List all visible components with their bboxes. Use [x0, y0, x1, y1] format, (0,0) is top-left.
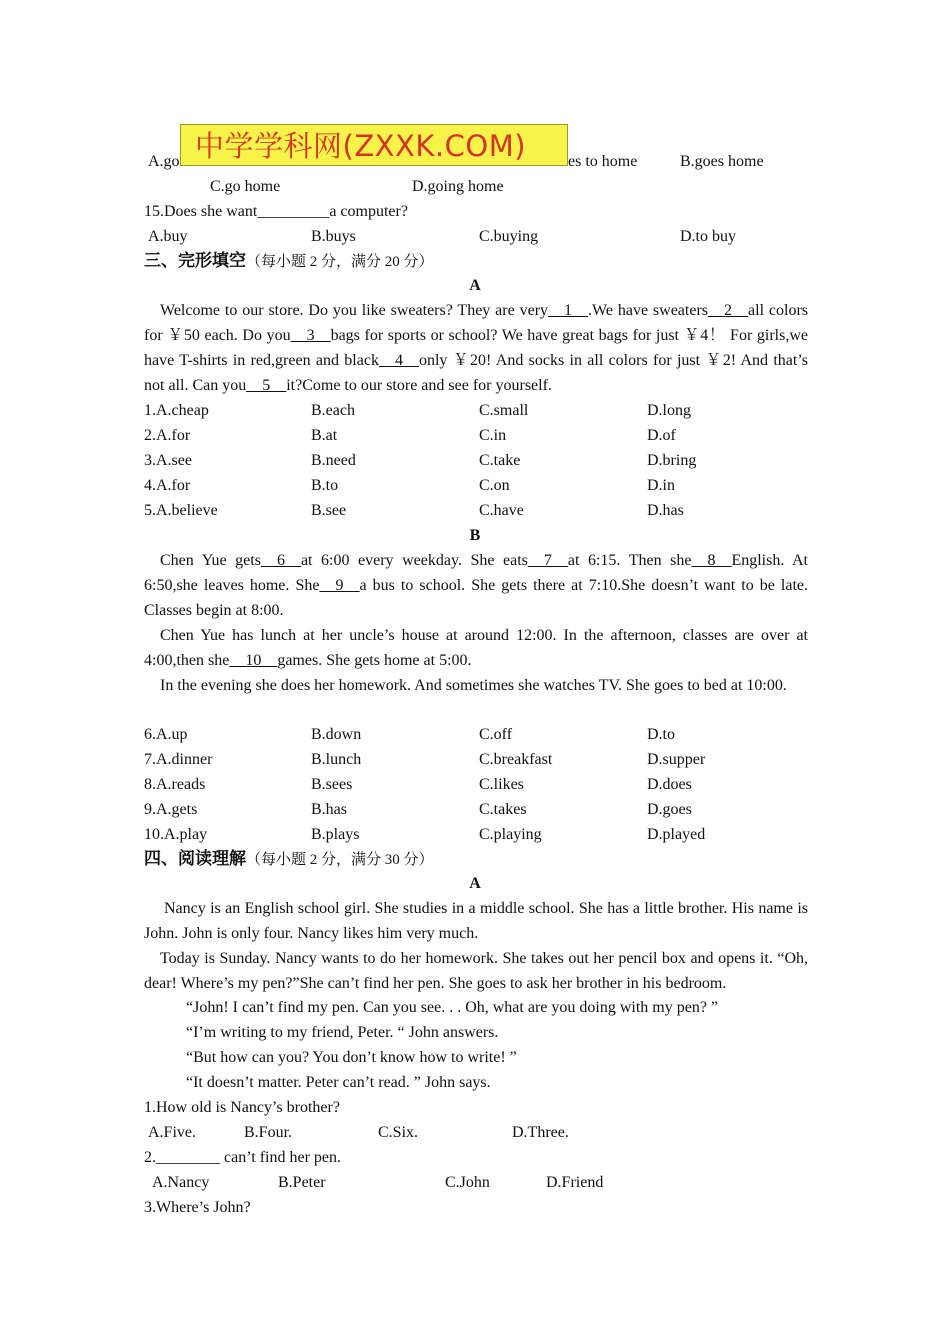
section-3-title: 三、完形填空 [144, 251, 246, 271]
q14-option-c: C.go home [210, 178, 281, 195]
q14-option-b2: B.goes home [680, 153, 764, 170]
reading-a-paragraph-1: Nancy is an English school girl. She studies in a middle school. She has a little brother. His name is John. John is only four. Nancy likes him very much. [144, 900, 808, 942]
dialogue-line: “It doesn’t matter. Peter can’t read. ” John says. [186, 1074, 491, 1091]
option: 8.A.reads [144, 776, 206, 793]
blank-4: __4__ [378, 352, 419, 369]
blank-8: __8__ [691, 552, 732, 569]
reading-q3-stem: 3.Where’s John? [144, 1199, 251, 1216]
option: D.has [647, 502, 684, 519]
blank-7: __7__ [527, 552, 568, 569]
option: 7.A.dinner [144, 751, 213, 768]
blank-3: __3__ [290, 327, 331, 344]
option: C.takes [479, 801, 527, 818]
option: C.off [479, 726, 513, 743]
option: A.Nancy [152, 1174, 210, 1191]
reading-q2-stem: 2.________ can’t find her pen. [144, 1149, 341, 1166]
blank-6: __6__ [260, 552, 301, 569]
option: C.in [479, 427, 507, 444]
option: D.supper [647, 751, 706, 768]
q15-stem: 15.Does she want_________a computer? [144, 203, 408, 220]
option: D.goes [647, 801, 692, 818]
dialogue-line: “John! I can’t find my pen. Can you see. . . Oh, what are you doing with my pen? ” [186, 999, 719, 1016]
reading-a-label: A [469, 875, 481, 892]
option: B.each [311, 402, 355, 419]
watermark-text: 中学学科网(ZXXK.COM) [195, 129, 527, 163]
option: C.likes [479, 776, 524, 793]
section-3-heading [144, 251, 434, 272]
option: D.does [647, 776, 692, 793]
option: B.down [311, 726, 362, 743]
q15-option-c: C.buying [479, 228, 539, 245]
option: C.on [479, 477, 510, 494]
option: B.need [311, 452, 356, 469]
section-4-heading [144, 849, 434, 870]
cloze-b-paragraph-1: Chen Yue gets__6__at 6:00 every weekday. She eats__7__at 6:15. Then she__8__English. At 6:50,she leaves home. She__9__a bus to school. She gets there at 7:10.She doesn’t want to be late. Classes begin at 8:00. [144, 552, 809, 619]
option: 2.A.for [144, 427, 191, 444]
option: C.breakfast [479, 751, 553, 768]
section-4-note: （每小题 2 分，满分 30 分） [246, 852, 434, 868]
option: A.Five. [148, 1124, 196, 1141]
option: D.bring [647, 452, 697, 469]
option: D.of [647, 427, 676, 444]
option: D.in [647, 477, 675, 494]
dialogue-line: “I’m writing to my friend, Peter. “ John answers. [186, 1024, 499, 1041]
option: C.have [479, 502, 524, 519]
option: 6.A.up [144, 726, 188, 743]
option: D.long [647, 402, 691, 419]
blank-5: __5__ [246, 377, 287, 394]
option: B.lunch [311, 751, 362, 768]
reading-a-paragraph-2: Today is Sunday. Nancy wants to do her homework. She takes out her pencil box and opens it. “Oh, dear! Where’s my pen?”She can’t find her pen. She goes to ask her brother in his bedroom. [144, 950, 808, 992]
option: B.Four. [244, 1124, 293, 1141]
option: 3.A.see [144, 452, 192, 469]
option: C.playing [479, 826, 542, 843]
option: B.plays [311, 826, 360, 843]
section-3-note: （每小题 2 分，满分 20 分） [246, 254, 434, 270]
option: C.Six. [378, 1124, 419, 1141]
option: B.Peter [278, 1174, 326, 1191]
q14-option-d: D.going home [412, 178, 504, 195]
option: B.at [311, 427, 338, 444]
reading-q1-stem: 1.How old is Nancy’s brother? [144, 1099, 340, 1116]
blank-10: __10__ [229, 652, 278, 669]
option: 9.A.gets [144, 801, 198, 818]
option: 10.A.play [144, 826, 208, 843]
option: D.played [647, 826, 706, 843]
cloze-a-passage: Welcome to our store. Do you like sweaters? They are very__1__.We have sweaters__2__all colors for ￥50 each. Do you__3__bags for sports or school? We have great bags for just ￥4！ For girls,we have T-shirts in red,green and black__4__only ￥20! And socks in all colors for just ￥2! And that’s not all. Can you__5__it?Come to our store and see for yourself. [144, 302, 809, 394]
option: C.small [479, 402, 529, 419]
option: B.sees [311, 776, 353, 793]
option: D.Friend [546, 1174, 604, 1191]
blank-2: __2__ [708, 302, 749, 319]
option: B.see [311, 502, 347, 519]
option: B.has [311, 801, 347, 818]
watermark-logo [180, 124, 568, 166]
option: C.take [479, 452, 521, 469]
cloze-a-label: A [469, 277, 481, 294]
cloze-b-paragraph-3: In the evening she does her homework. And sometimes she watches TV. She goes to bed at 10:00. [160, 677, 787, 694]
q15-option-b: B.buys [311, 228, 356, 245]
option: B.to [311, 477, 339, 494]
cloze-b-label: B [469, 527, 481, 544]
section-4-title: 四、阅读理解 [144, 849, 246, 869]
q15-option-a: A.buy [148, 228, 188, 245]
q14-option-b-tail: es to home [568, 153, 638, 170]
blank-1: __1__ [548, 302, 589, 319]
option: D.to [647, 726, 675, 743]
option: D.Three. [512, 1124, 569, 1141]
q14-option-a: A.go [148, 153, 180, 170]
option: 1.A.cheap [144, 402, 209, 419]
blank-9: __9__ [319, 577, 360, 594]
q15-option-d: D.to buy [680, 228, 736, 245]
dialogue-line: “But how can you? You don’t know how to write! ” [186, 1049, 517, 1066]
option: 4.A.for [144, 477, 191, 494]
option: C.John [445, 1174, 490, 1191]
cloze-b-paragraph-2: Chen Yue has lunch at her uncle’s house at around 12:00. In the afternoon, classes are over at 4:00,then she__10__games. She gets home at 5:00. [144, 627, 808, 669]
option: 5.A.believe [144, 502, 218, 519]
